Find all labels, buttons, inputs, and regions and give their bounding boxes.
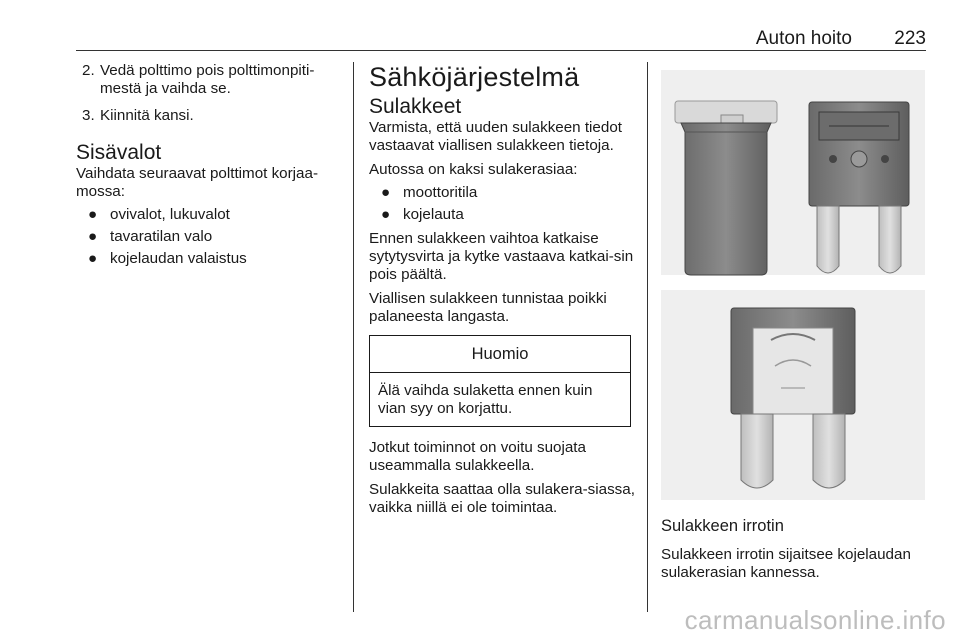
section-heading: Sisävalot — [76, 141, 162, 164]
watermark: carmanualsonline.info — [684, 605, 946, 635]
column-left — [76, 62, 338, 272]
paragraph: Varmista, että uuden sulakkeen tiedot vastaavat viallisen sulakkeen tietoja. — [369, 119, 622, 154]
step-text: Kiinnitä kansi. — [100, 107, 194, 124]
list-item: ● moottoritila — [381, 184, 478, 201]
page-header — [76, 28, 926, 52]
paragraph: Viallisen sulakkeen tunnistaa poikki palaneesta langasta. — [369, 290, 607, 325]
column-middle — [369, 62, 637, 517]
page-number: 223 — [894, 28, 926, 49]
notice-title: Huomio — [370, 336, 630, 373]
list-item: ● tavaratilan valo — [88, 228, 213, 245]
bullet-icon: ● — [381, 206, 391, 223]
figure-caption-title: Sulakkeen irrotin — [661, 517, 784, 535]
bullet-icon: ● — [381, 184, 391, 201]
bullet-icon: ● — [88, 250, 98, 267]
step-item — [76, 62, 338, 98]
list-item: ● kojelaudan valaistus — [88, 250, 247, 267]
paragraph: Ennen sulakkeen vaihtoa katkaise sytytysvirta ja kytke vastaava katkai-sin pois päältä. — [369, 230, 634, 283]
step-number: 3. — [82, 107, 95, 124]
bullet-icon: ● — [88, 206, 98, 223]
header-rule — [76, 50, 926, 51]
notice-text: Älä vaihda sulaketta ennen kuin vian syy on korjattu. — [378, 382, 593, 417]
fuse-puller-drawing — [675, 101, 777, 275]
paragraph: Vaihdata seuraavat polttimot korjaa-mossa: — [76, 165, 319, 200]
bullet-icon: ● — [88, 228, 98, 245]
step-item — [76, 107, 338, 125]
fuse-illustration — [661, 70, 925, 500]
bullet-list — [369, 184, 637, 224]
section-heading: Sulakkeet — [369, 95, 462, 118]
list-item: ● kojelauta — [381, 206, 464, 223]
chapter-heading: Sähköjärjestelmä — [369, 62, 580, 92]
bullet-list — [76, 206, 338, 268]
column-divider — [353, 62, 354, 612]
paragraph: Sulakkeita saattaa olla sulakera-siassa, vaikka niillä ei ole toimintaa. — [369, 481, 635, 516]
column-divider — [647, 62, 648, 612]
list-item: ● ovivalot, lukuvalot — [88, 206, 230, 223]
paragraph: Autossa on kaksi sulakerasiaa: — [369, 161, 578, 178]
notice-box — [369, 335, 631, 427]
paragraph: Jotkut toiminnot on voitu suojata useammalla sulakkeella. — [369, 439, 586, 474]
step-number: 2. — [82, 62, 95, 79]
figure-caption-text: Sulakkeen irrotin sijaitsee kojelaudan sulakerasian kannessa. — [661, 546, 911, 581]
chapter-title: Auton hoito — [755, 28, 852, 49]
step-text: Vedä polttimo pois polttimonpiti-mestä ja vaihda se. — [100, 62, 315, 97]
